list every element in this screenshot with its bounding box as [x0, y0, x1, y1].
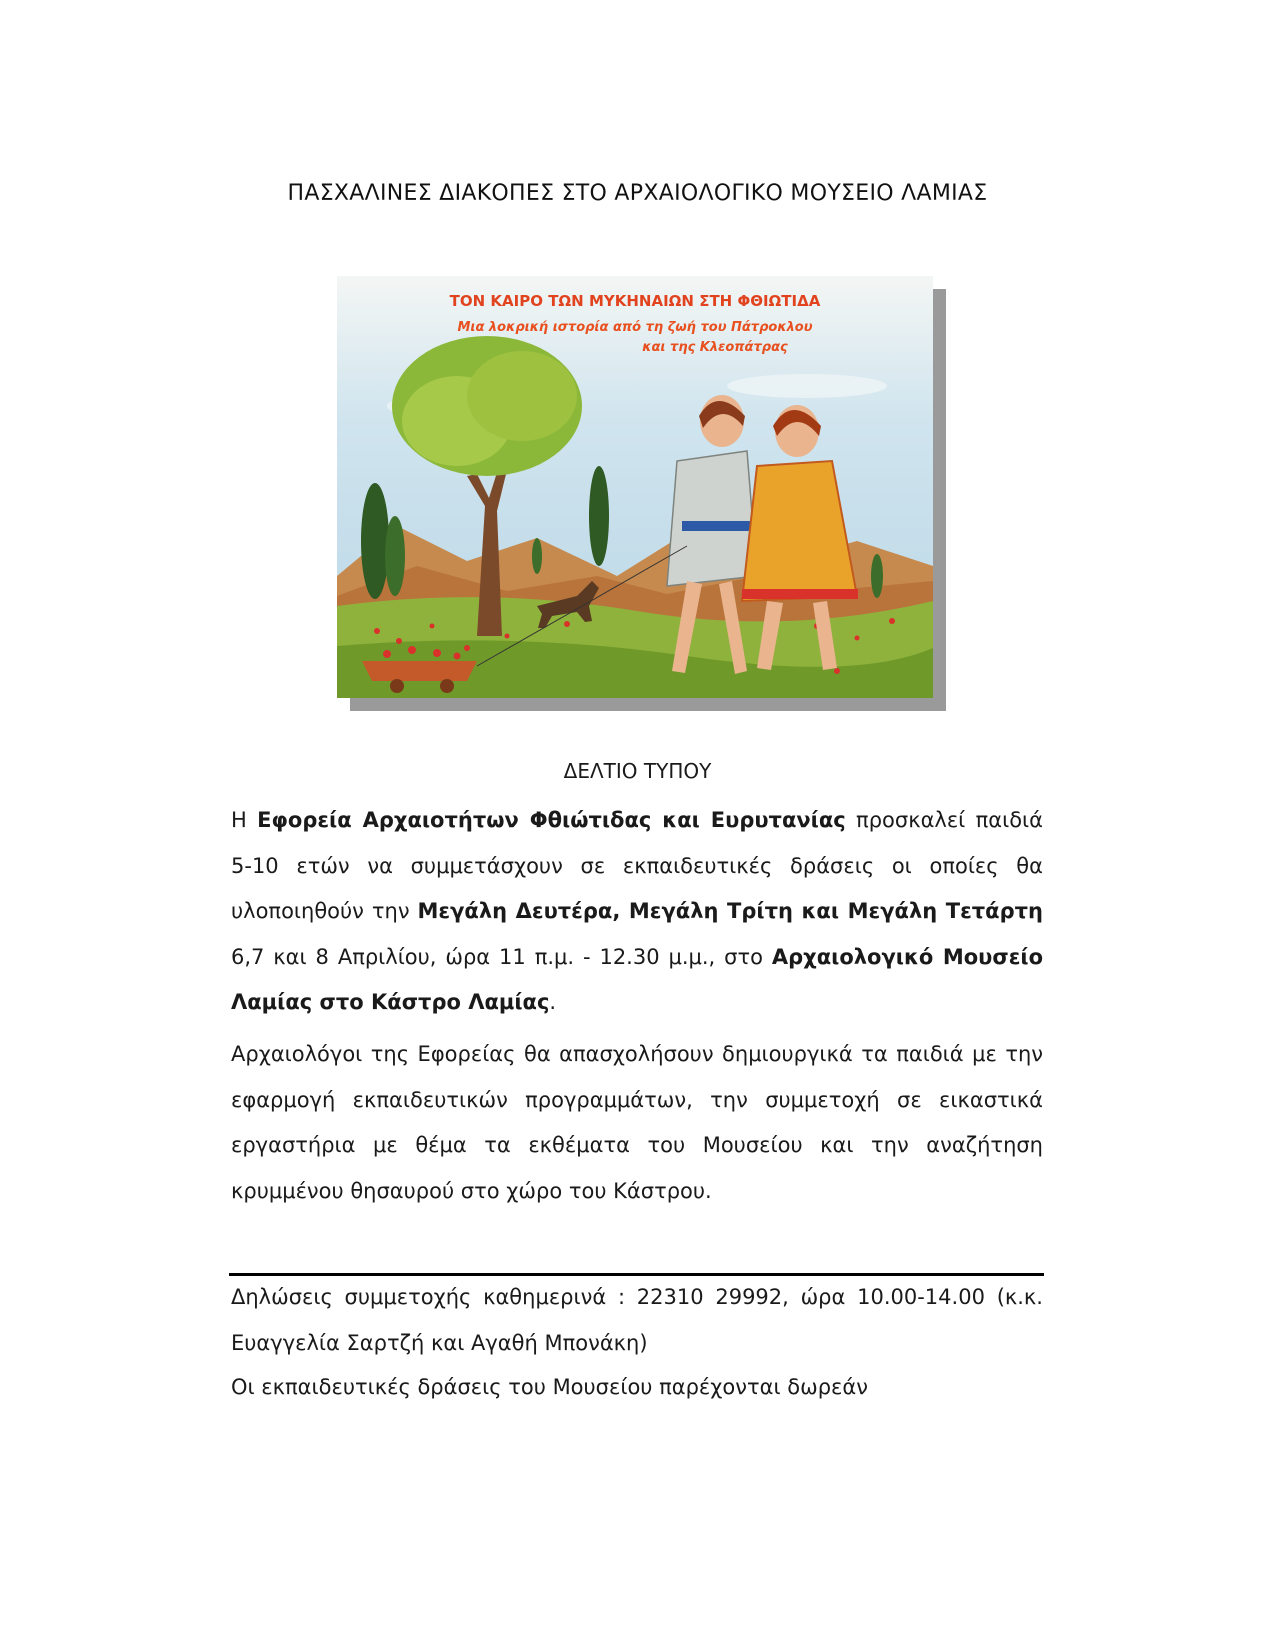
activities-paragraph: Αρχαιολόγοι της Εφορείας θα απασχολήσουν δημιουργικά τα παιδιά με την εφαρμογή εκπαιδευτικών προγραμμάτων, την συμμετοχή σε εικαστικά εργαστήρια με θέμα τα εκθέματα του Μουσείου και την αναζήτηση κρυμμένου θησαυρού στο χώρο του Κάστρου.: [231, 1042, 1043, 1203]
page-title: ΠΑΣΧΑΛΙΝΕΣ ΔΙΑΚΟΠΕΣ ΣΤΟ ΑΡΧΑΙΟΛΟΓΙΚΟ ΜΟΥΣΕΙΟ ΛΑΜΙΑΣ: [287, 181, 988, 206]
intro-text-4: .: [549, 990, 557, 1014]
intro-paragraph: [231, 798, 1043, 1026]
cover-subtitle-line2: και της Κλεοπάτρας: [642, 340, 788, 355]
cover-subtitle-line1: Μια λοκρική ιστορία από τη ζωή του Πάτροκλου: [457, 320, 813, 335]
event-days: Μεγάλη Δευτέρα, Μεγάλη Τρίτη και Μεγάλη Τετάρτη: [417, 899, 1043, 923]
press-release-heading: ΔΕΛΤΙΟ ΤΥΠΟΥ: [563, 759, 712, 783]
venue-name: Αρχαιολογικό Μουσείο Λαμίας στο Κάστρο Λαμίας: [231, 944, 1044, 1014]
intro-text-2: προσκαλεί παιδιά 5-10 ετών να συμμετάσχουν σε εκπαιδευτικές δράσεις οι οποίες θα υλοποιηθούν την: [231, 808, 1044, 923]
free-admission-note: Οι εκπαιδευτικές δράσεις του Μουσείου παρέχονται δωρεάν: [231, 1375, 868, 1399]
registration-info: Δηλώσεις συμμετοχής καθημερινά : 22310 29992, ώρα 10.00-14.00 (κ.κ. Ευαγγελία Σαρτζή και Αγαθή Μπονάκη): [231, 1285, 1043, 1355]
book-cover-illustration: [337, 276, 933, 698]
cover-title: ΤΟΝ ΚΑΙΡΟ ΤΩΝ ΜΥΚΗΝΑΙΩΝ ΣΤΗ ΦΘΙΩΤΙΔΑ: [449, 292, 821, 310]
ephorate-name: Εφορεία Αρχαιοτήτων Φθιώτιδας και Ευρυτανίας: [257, 808, 846, 832]
intro-text-3: 6,7 και 8 Απριλίου, ώρα 11 π.μ. - 12.30 μ.μ., στο: [231, 944, 772, 969]
intro-text-1: Η: [231, 808, 258, 832]
